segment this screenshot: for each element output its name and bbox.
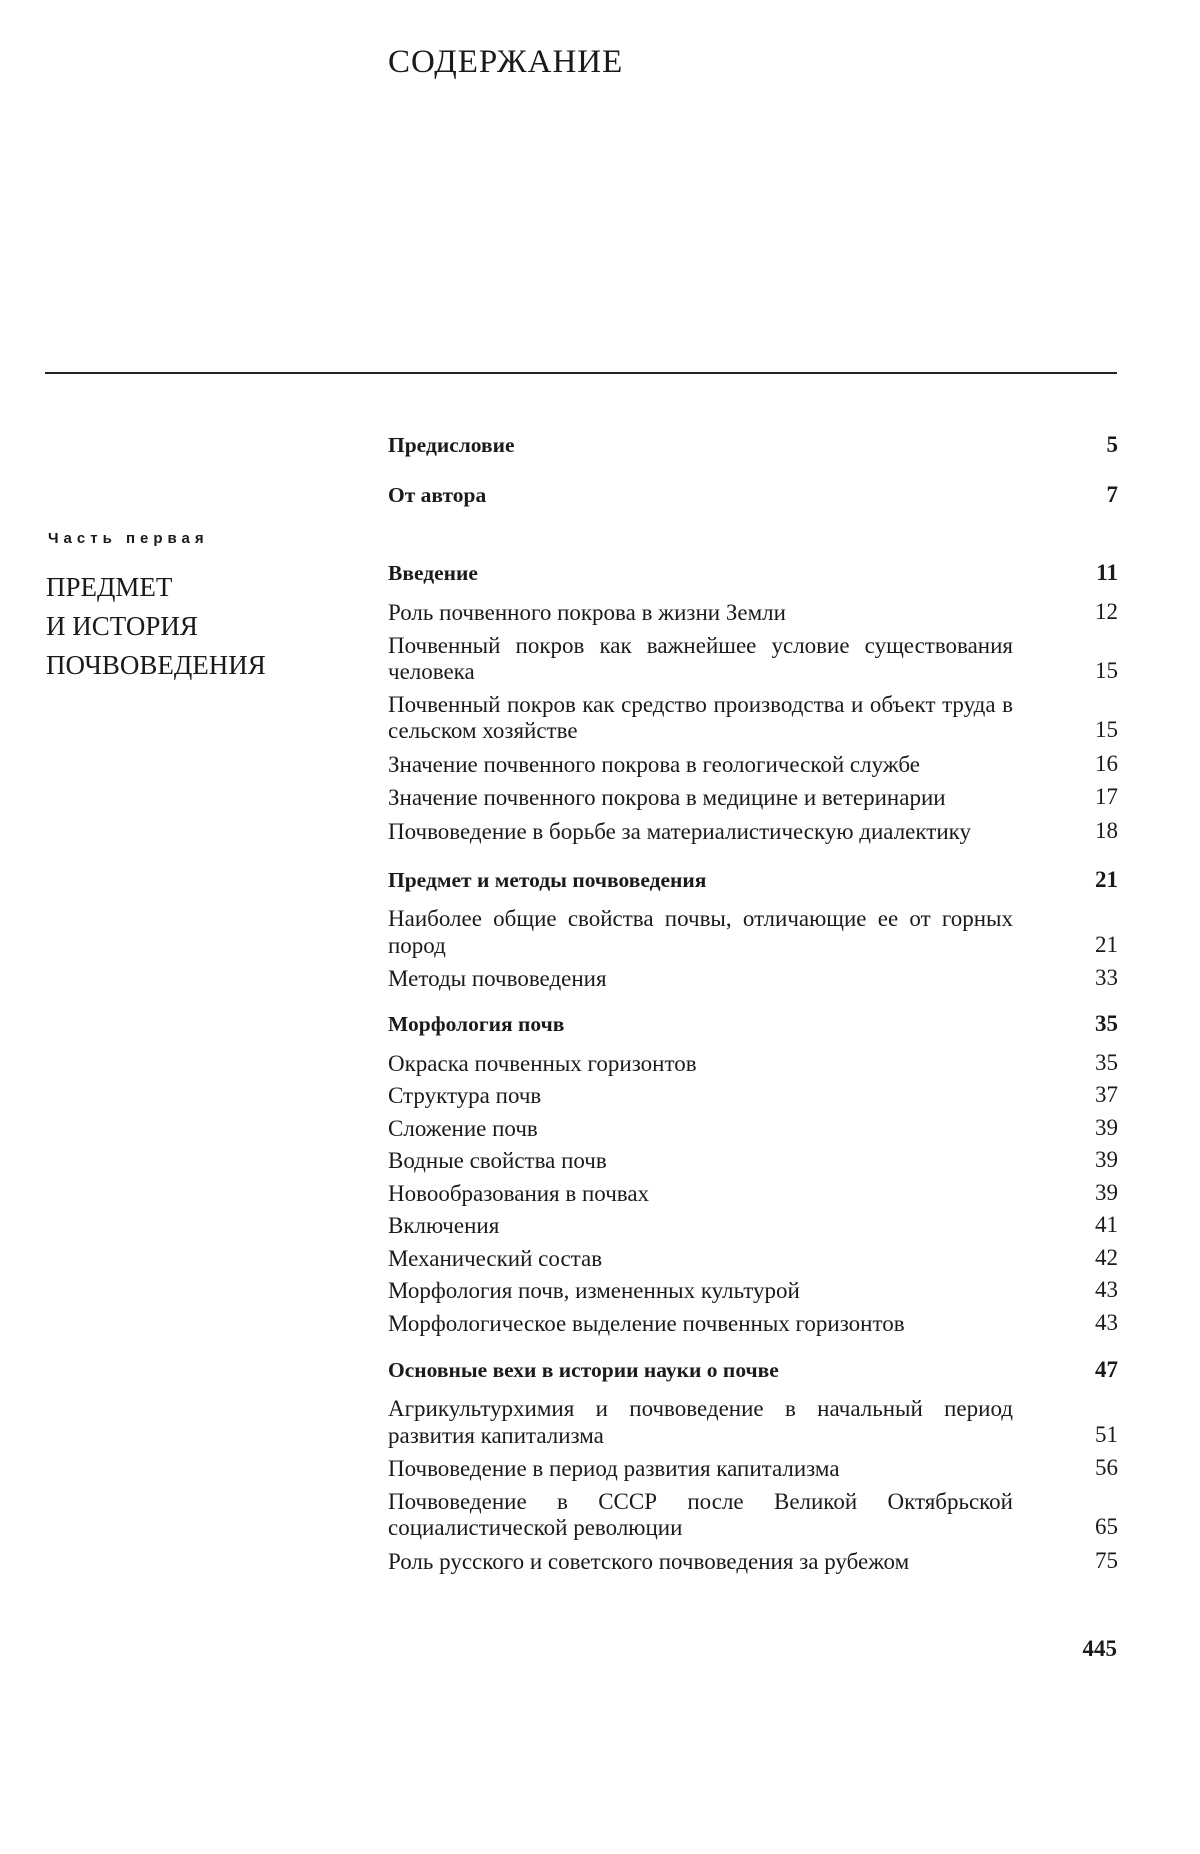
toc-page-number: 7 <box>1106 482 1118 507</box>
toc-section[interactable] <box>388 818 1118 846</box>
toc-section-title: Морфология почв, измененных культурой <box>388 1278 800 1303</box>
toc-page-number: 21 <box>1095 931 1118 957</box>
toc-page-number: 5 <box>1106 432 1118 457</box>
toc-chapter[interactable] <box>388 867 1118 893</box>
toc-section-title: Значение почвенного покрова в геологической службе <box>388 751 920 777</box>
toc-chapter[interactable] <box>388 560 1118 586</box>
toc-page-number: 47 <box>1095 1357 1118 1382</box>
toc-page-number: 65 <box>1095 1514 1118 1539</box>
divider <box>45 372 1117 374</box>
toc-page-number: 42 <box>1095 1244 1118 1270</box>
toc-section[interactable] <box>388 1310 1118 1338</box>
toc-section[interactable] <box>388 692 1118 745</box>
toc-section[interactable] <box>388 1180 1118 1208</box>
toc-page-number: 43 <box>1095 1277 1118 1302</box>
toc-section-title: Почвенный покров как важнейшее условие существования человека <box>388 632 1013 684</box>
toc-section-title: Почвоведение в период развития капитализма <box>388 1456 840 1481</box>
toc-section[interactable] <box>388 1396 1118 1449</box>
toc-section[interactable] <box>388 965 1118 993</box>
toc-page-number: 51 <box>1095 1421 1118 1447</box>
toc-section-title: Агрикультурхимия и почвоведение в начальный период развития капитализма <box>388 1396 1013 1448</box>
part-title-line: ПРЕДМЕТ <box>46 572 173 602</box>
toc-section-title: Роль русского и советского почвоведения за рубежом <box>388 1548 910 1574</box>
toc-section-title: Почвенный покров как средство производства и объект труда в сельском хозяйстве <box>388 691 1013 743</box>
toc-section[interactable] <box>388 1147 1118 1175</box>
toc-page-number: 39 <box>1095 1114 1118 1140</box>
toc-page-number: 43 <box>1095 1309 1118 1335</box>
toc-section[interactable] <box>388 1212 1118 1240</box>
toc-page-number: 21 <box>1095 867 1118 892</box>
toc-section[interactable] <box>388 1082 1118 1110</box>
toc-section[interactable] <box>388 1050 1118 1078</box>
toc-page-number: 18 <box>1095 817 1118 843</box>
toc-section-title: Почвоведение в СССР после Великой Октябрьской социалистической революции <box>388 1488 1013 1540</box>
toc-chapter-title: Морфология почв <box>388 1011 565 1036</box>
toc-section-title: Значение почвенного покрова в медицине и ветеринарии <box>388 785 946 810</box>
part-title-line: И ИСТОРИЯ <box>46 611 198 641</box>
toc-section-title: Наиболее общие свойства почвы, отличающие ее от горных пород <box>388 906 1013 958</box>
toc-page-number: 33 <box>1095 965 1118 990</box>
toc-entry-preface[interactable] <box>388 432 1118 458</box>
toc-section-title: Механический состав <box>388 1245 603 1271</box>
toc-section[interactable] <box>388 1115 1118 1143</box>
toc-page-number: 39 <box>1095 1179 1118 1205</box>
toc-entry-from-author[interactable] <box>388 482 1118 508</box>
toc-section-title: Морфологическое выделение почвенных горизонтов <box>388 1310 905 1336</box>
toc-page-number: 11 <box>1096 560 1118 585</box>
part-label: Часть первая <box>48 530 209 547</box>
toc-section[interactable] <box>388 906 1118 959</box>
toc-chapter-title: Предмет и методы почвоведения <box>388 868 707 892</box>
toc-page-number: 12 <box>1095 599 1118 624</box>
toc-page-number: 35 <box>1095 1049 1118 1075</box>
toc-section-title: Роль почвенного покрова в жизни Земли <box>388 600 786 625</box>
toc-section[interactable] <box>388 784 1118 812</box>
toc-section-title: Окраска почвенных горизонтов <box>388 1050 697 1076</box>
toc-section[interactable] <box>388 751 1118 779</box>
toc-section-title: Водные свойства почв <box>388 1148 607 1173</box>
toc-page-number: 39 <box>1095 1147 1118 1172</box>
toc-chapter[interactable] <box>388 1011 1118 1037</box>
table-of-contents <box>388 432 1118 1575</box>
toc-section[interactable] <box>388 1548 1118 1576</box>
part-title <box>46 568 346 685</box>
toc-section[interactable] <box>388 1455 1118 1483</box>
toc-chapter-title: Основные вехи в истории науки о почве <box>388 1358 779 1382</box>
toc-entry-title: От автора <box>388 483 487 507</box>
toc-page-number: 16 <box>1095 750 1118 776</box>
page-title: СОДЕРЖАНИЕ <box>388 44 624 80</box>
toc-page-number: 37 <box>1095 1082 1118 1107</box>
toc-page-number: 41 <box>1095 1212 1118 1237</box>
toc-section-title: Новообразования в почвах <box>388 1180 650 1206</box>
toc-section-title: Почвоведение в борьбе за материалистическую диалектику <box>388 818 971 844</box>
toc-page-number: 17 <box>1095 784 1118 809</box>
toc-page-number: 15 <box>1095 717 1118 742</box>
toc-entry-title: Предисловие <box>388 433 515 457</box>
toc-chapter[interactable] <box>388 1357 1118 1383</box>
toc-chapter-title: Введение <box>388 561 478 585</box>
folio-page-number: 445 <box>1082 1636 1117 1661</box>
toc-page-number: 56 <box>1095 1455 1118 1480</box>
toc-section[interactable] <box>388 1489 1118 1542</box>
toc-section-title: Сложение почв <box>388 1115 538 1141</box>
toc-section[interactable] <box>388 633 1118 686</box>
toc-section-title: Включения <box>388 1213 500 1238</box>
toc-section[interactable] <box>388 1277 1118 1305</box>
toc-page-number: 35 <box>1095 1010 1118 1036</box>
toc-section[interactable] <box>388 599 1118 627</box>
toc-page-number: 15 <box>1095 658 1118 683</box>
toc-section[interactable] <box>388 1245 1118 1273</box>
toc-section-title: Методы почвоведения <box>388 966 607 991</box>
toc-section-title: Структура почв <box>388 1083 542 1108</box>
toc-page-number: 75 <box>1095 1547 1118 1573</box>
part-title-line: ПОЧВОВЕДЕНИЯ <box>46 650 266 680</box>
